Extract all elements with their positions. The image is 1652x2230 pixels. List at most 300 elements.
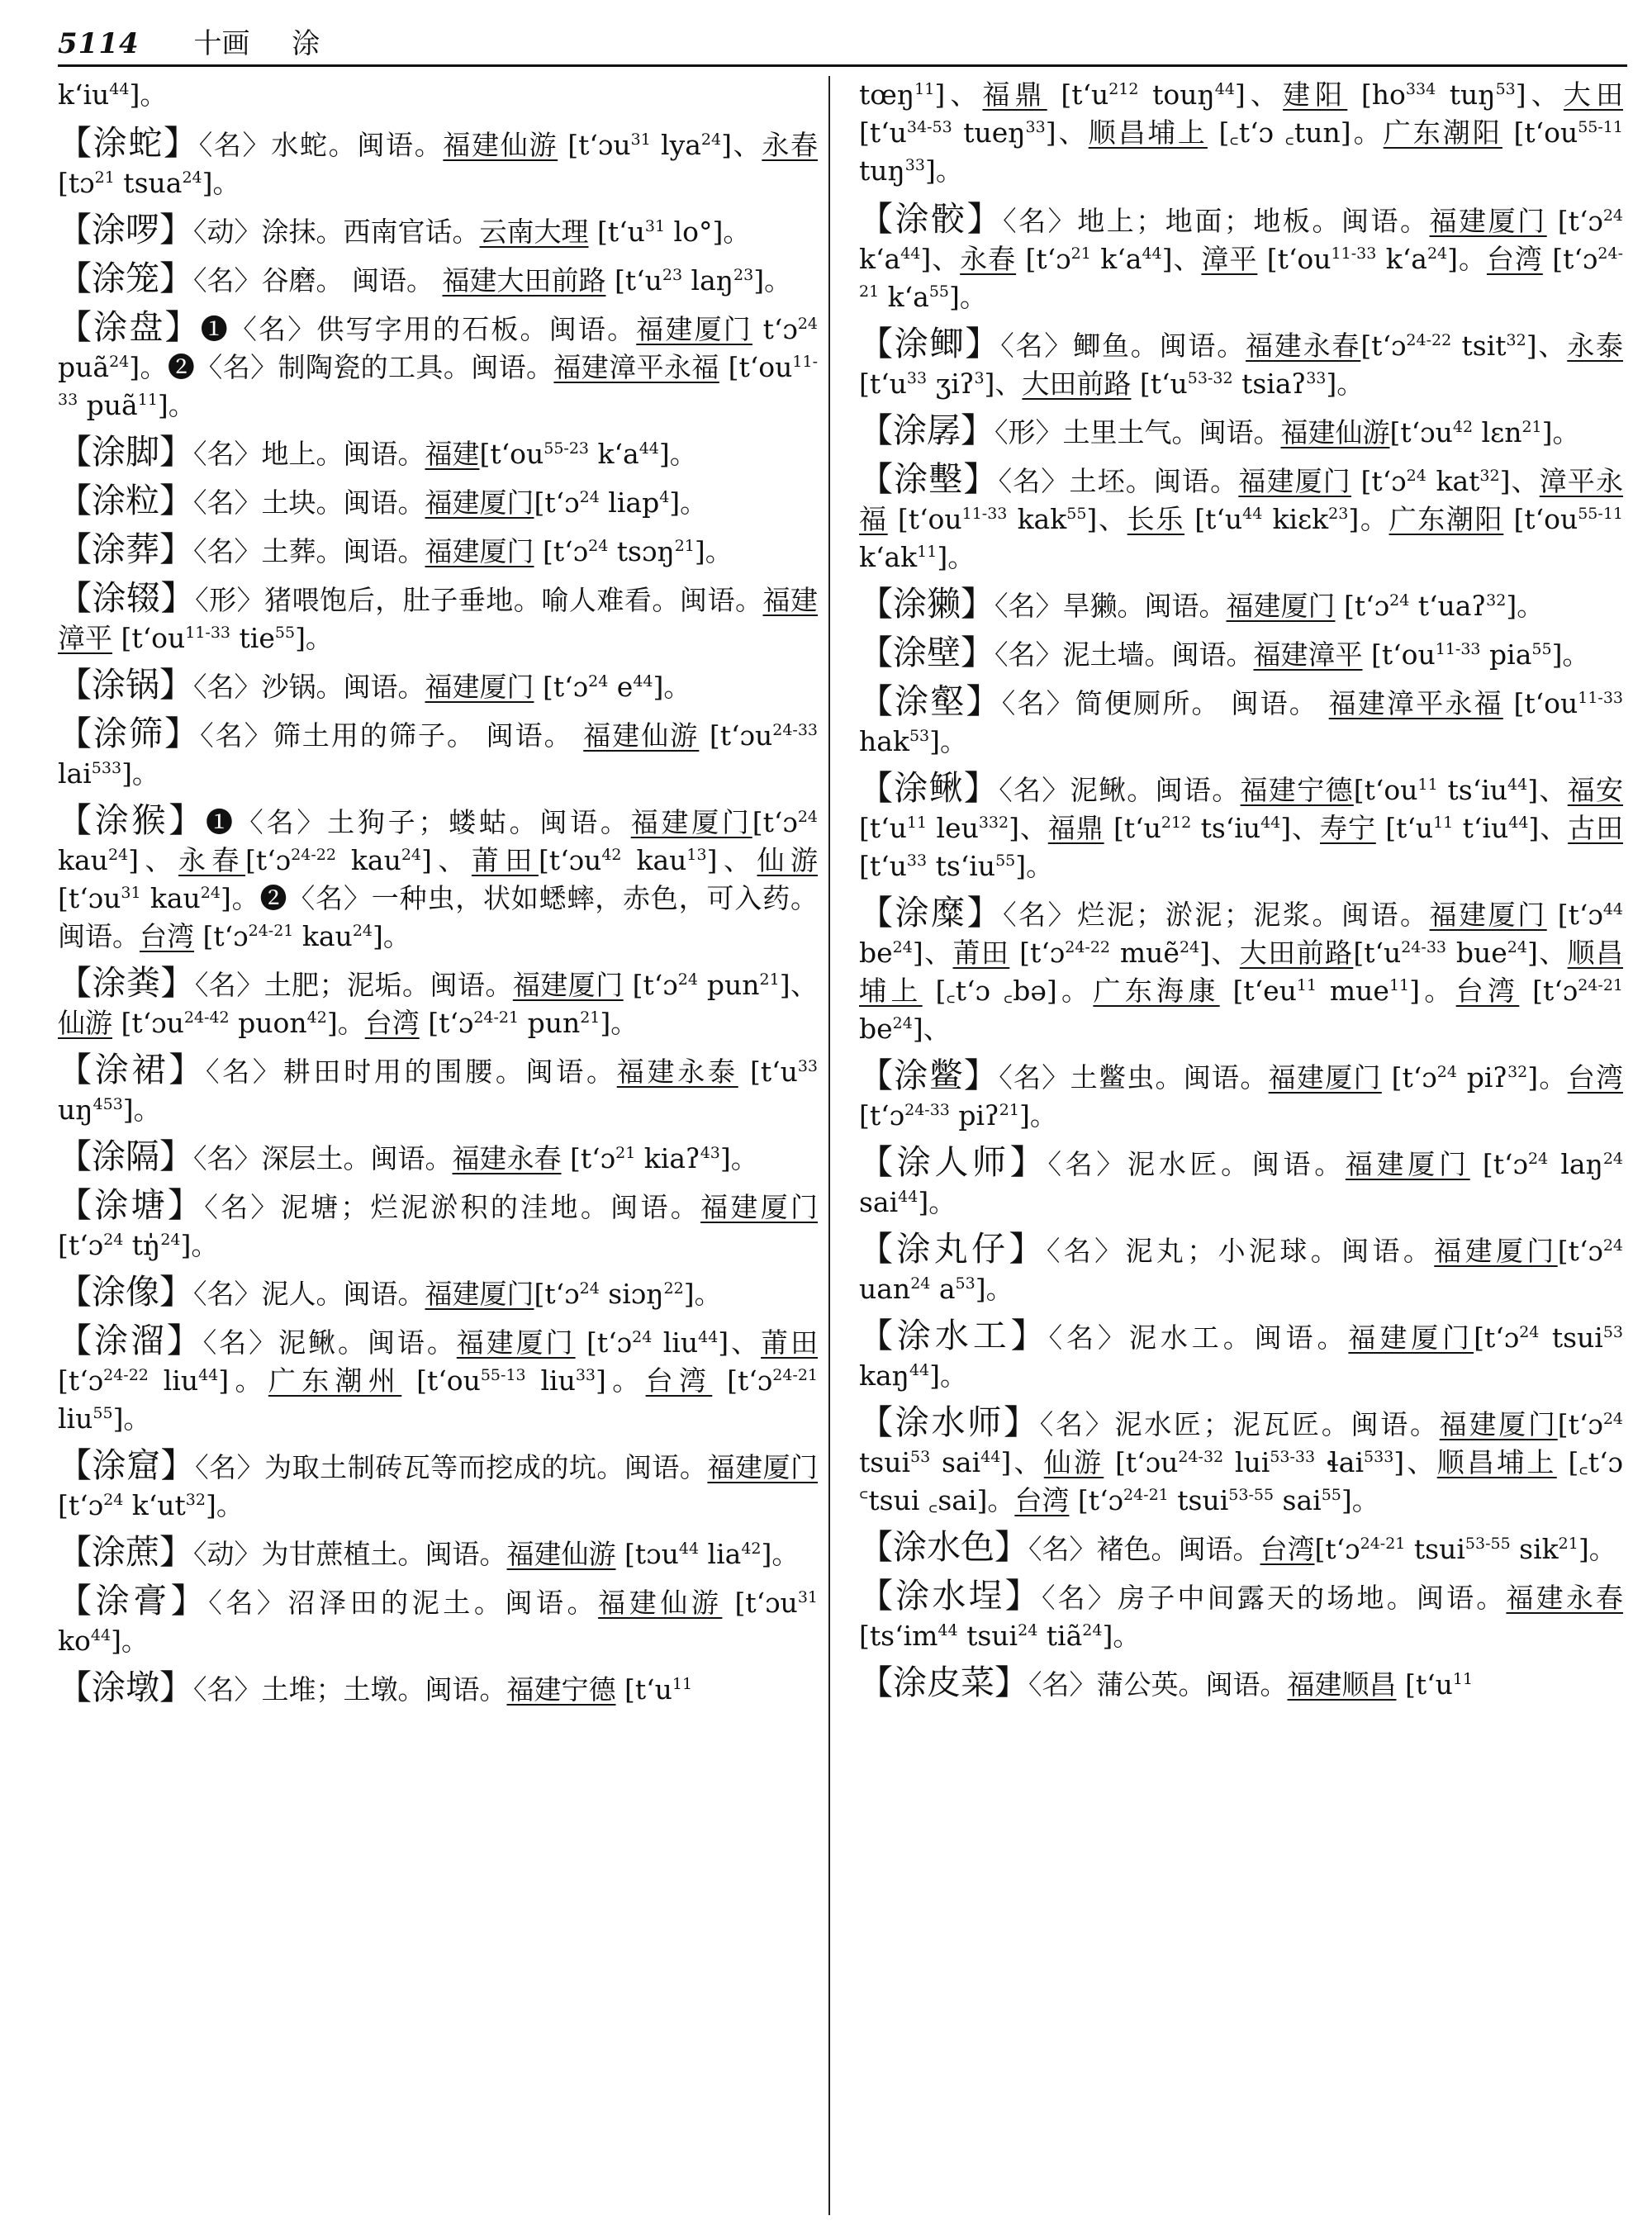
entry-text: puon — [229, 1007, 307, 1039]
tone-number: 11-33 — [1331, 244, 1377, 263]
place-name: 福建厦门 — [512, 969, 624, 1001]
entry-text: [t‘ou — [887, 503, 962, 535]
tone-number: 24 — [797, 315, 818, 333]
entry-text: 〈名〉泥人。闽语。 — [193, 1278, 425, 1310]
entry-text: ]。 — [1018, 1099, 1057, 1132]
entry-text: ]、 — [1009, 812, 1048, 844]
entry-text: ]、 — [934, 78, 983, 111]
headword: 【涂墼】 — [859, 459, 999, 499]
entry-text: tie — [230, 622, 275, 654]
entry-text: 〈名〉土鳖虫。闽语。 — [999, 1061, 1269, 1094]
tone-number: 24 — [103, 1491, 124, 1509]
tone-number: 53 — [910, 1448, 931, 1466]
entry-text: pun — [697, 969, 760, 1001]
entry-text: kau — [58, 844, 108, 876]
entry-text: [t‘ɔ — [1335, 590, 1390, 622]
entry-text: ]、 — [1199, 937, 1240, 969]
entry-text: [t‘ɔ — [859, 1099, 905, 1132]
place-name: 福建厦门 — [1268, 1061, 1382, 1094]
entry-text: ]。 — [600, 1007, 638, 1039]
entry-text: 〈名〉地上。闽语。 — [193, 438, 425, 470]
tone-number: 212 — [1108, 80, 1139, 98]
tone-number: 21 — [674, 537, 695, 555]
headword: 【涂壁】 — [859, 633, 995, 672]
tone-number: 11 — [1433, 814, 1454, 832]
entry-text: ]。 — [122, 1094, 161, 1126]
entry-text: [t‘ɔu — [58, 882, 121, 914]
dictionary-entry — [859, 411, 1623, 452]
dictionary-entry — [859, 1663, 1623, 1704]
place-name: 顺昌埔上 — [1436, 1446, 1557, 1478]
tone-number: 44 — [90, 1626, 112, 1644]
place-name: 莆田 — [471, 844, 539, 876]
tone-number: 13 — [686, 846, 707, 864]
entry-text: k‘ut — [123, 1489, 186, 1521]
tone-number: 55 — [995, 852, 1016, 870]
tone-number: 24 — [352, 922, 373, 940]
entry-text: [t‘ɔu — [1104, 1446, 1179, 1478]
tone-number: 44 — [1602, 900, 1623, 918]
tone-number: 24-21 — [1123, 1486, 1169, 1504]
entry-text: k‘a — [589, 438, 639, 470]
entry-text: ]。 — [1506, 590, 1545, 622]
tone-number: 24 — [200, 884, 221, 902]
entry-text: sai — [930, 1446, 981, 1478]
entry-text: [t‘ɔ — [575, 1326, 633, 1359]
entry-text: uan — [859, 1273, 911, 1305]
entry-text: ]、 — [912, 1013, 951, 1045]
entry-text: [tɔ — [58, 167, 95, 199]
header-rule — [58, 64, 1627, 67]
place-name: 莆田 — [952, 937, 1010, 969]
tone-number: 24-21 — [859, 244, 1623, 301]
entry-text: [t‘ɔ — [534, 535, 589, 567]
tone-number: 42 — [1452, 418, 1474, 436]
entry-text: 〈名〉土坯。闽语。 — [998, 465, 1239, 497]
tone-number: 24 — [632, 1328, 653, 1346]
tone-number: 24-21 — [772, 1366, 818, 1384]
entry-text: 〈名〉蒲公英。闽语。 — [1028, 1668, 1288, 1701]
place-name: 台湾 — [1014, 1484, 1070, 1516]
entry-text: tueŋ — [952, 116, 1026, 149]
entry-text: ]、 — [1526, 937, 1568, 969]
tone-number: 24 — [588, 537, 609, 555]
headword: 【涂裙】 — [58, 1050, 206, 1089]
place-name: 福建厦门 — [636, 313, 752, 345]
entry-text: ]。 — [157, 389, 196, 421]
tone-number: 33 — [575, 1366, 596, 1384]
tone-number: 33 — [904, 156, 925, 174]
tone-number: 44 — [1214, 80, 1235, 98]
place-name: 台湾 — [364, 1007, 420, 1039]
place-name: 福建厦门 — [707, 1451, 818, 1483]
entry-text: [t‘ɔ — [1016, 243, 1071, 275]
tone-number: 24 — [103, 1231, 124, 1249]
entry-text: k‘a — [1090, 243, 1142, 275]
entry-text: ]。 — [1348, 503, 1389, 535]
entry-text: ]。 — [373, 920, 411, 952]
entry-text: 〈名〉土堆；土墩。闽语。 — [193, 1673, 507, 1706]
entry-text: [t‘ɔ — [1519, 975, 1578, 1007]
tone-number: 11 — [906, 814, 928, 832]
entry-text: kaŋ — [859, 1359, 909, 1392]
place-name: 福建仙游 — [1280, 416, 1390, 448]
dictionary-entry — [58, 1582, 818, 1660]
place-name: 台湾 — [645, 1364, 713, 1397]
entry-text: [t‘u — [1375, 812, 1434, 844]
place-name: 长乐 — [1127, 503, 1185, 535]
tone-number: 24-33 — [772, 721, 818, 739]
tone-number: 53-33 — [1270, 1448, 1316, 1466]
entry-text: ]、 — [912, 937, 953, 969]
tone-number: 24-21 — [248, 922, 294, 940]
place-name: 福建永春 — [452, 1142, 562, 1174]
entry-text: lui — [1223, 1446, 1270, 1478]
entry-text: [t‘ɔ — [1314, 1533, 1360, 1565]
tone-number: 11-33 — [58, 353, 818, 409]
place-name: 永春 — [178, 844, 246, 876]
place-name: 广东海康 — [1093, 975, 1220, 1007]
entry-text: ]。 — [1341, 1484, 1379, 1516]
entry-text: tŋ̍ — [123, 1229, 161, 1261]
entry-text: [ts‘im — [859, 1620, 938, 1652]
entry-text: 〈名〉房子中间露天的场地。闽语。 — [1041, 1582, 1507, 1614]
tone-number: 11-33 — [1578, 689, 1623, 707]
tone-number: 24 — [1519, 1323, 1540, 1341]
entry-text: [t‘ɔ — [58, 1489, 104, 1521]
entry-text: ]、 — [1280, 812, 1320, 844]
tone-number: 44 — [1507, 776, 1528, 794]
entry-text: ]。 — [924, 154, 963, 187]
tone-number: 24 — [892, 1014, 913, 1032]
tone-number: 24 — [1436, 1063, 1457, 1081]
headword: 【涂水师】 — [859, 1402, 1040, 1442]
entry-text: k‘iu — [58, 78, 110, 111]
entry-text: ]。 — [1541, 416, 1580, 448]
dictionary-entry — [859, 633, 1623, 674]
entry-text: ]。 — [1447, 243, 1487, 275]
entry-text: puã — [78, 389, 138, 421]
entry-text: ❶〈名〉供写字用的石板。闽语。 — [200, 313, 637, 345]
entry-text: 〈名〉土肥；泥垢。闽语。 — [194, 969, 513, 1001]
page-header — [58, 23, 1627, 66]
entry-text: kat — [1426, 465, 1480, 497]
place-name: 云南大理 — [479, 216, 589, 248]
dictionary-entry — [58, 530, 818, 571]
entry-text: ]。❷〈名〉制陶瓷的工具。闽语。 — [129, 351, 554, 383]
entry-text: tsiaʔ — [1232, 368, 1307, 400]
headword: 【涂糜】 — [859, 893, 1004, 932]
entry-text: ]。 — [719, 1142, 758, 1174]
entry-text: [꜀t‘ɔ ꜂tsui ꜀sai]。 — [859, 1446, 1623, 1516]
dictionary-entry — [58, 1273, 818, 1313]
dictionary-entry — [58, 259, 818, 300]
entry-text: ]、 — [706, 844, 757, 876]
entry-text: [t‘ɔ — [1469, 1148, 1528, 1180]
headword: 【涂啰】 — [58, 210, 193, 249]
entry-text: sai — [859, 1186, 899, 1218]
headword: 【涂獭】 — [859, 584, 995, 624]
tone-number: 31 — [797, 1588, 818, 1606]
tone-number: 24-21 — [473, 1008, 520, 1027]
continued-entry — [58, 76, 818, 114]
headword: 【涂丸仔】 — [859, 1229, 1047, 1269]
tone-number: 55 — [274, 624, 296, 642]
entry-text: kiɛk — [1262, 503, 1329, 535]
entry-text: piʔ — [949, 1099, 999, 1132]
entry-text: [t‘ɔ — [1351, 465, 1407, 497]
entry-text: [t‘ou — [1353, 774, 1418, 806]
place-name: 台湾 — [1455, 975, 1520, 1007]
entry-text: 〈名〉沙锅。闽语。 — [193, 671, 425, 703]
entry-text: e — [608, 671, 634, 703]
entry-text: [t‘ou — [1257, 243, 1332, 275]
entry-text: [t‘ɔ — [1546, 205, 1603, 237]
entry-text: piʔ — [1456, 1061, 1508, 1094]
entry-text: 〈名〉为取土制砖瓦等而挖成的坑。闽语。 — [195, 1451, 708, 1483]
headword: 【涂蛇】 — [58, 123, 199, 163]
dictionary-entry — [859, 1317, 1623, 1395]
tone-number: 44 — [633, 672, 653, 690]
tone-number: 24 — [182, 168, 202, 187]
entry-text: tuŋ — [859, 154, 905, 187]
tone-number: 31 — [644, 217, 666, 235]
entry-text: [t‘ɔ — [1009, 937, 1066, 969]
dictionary-entry — [58, 1051, 818, 1129]
entry-text: 〈名〉土葬。闽语。 — [193, 535, 425, 567]
entry-text: 〈名〉耕田时用的围腰。闽语。 — [205, 1056, 617, 1088]
entry-text: [꜀t‘ɔ ꜀tun]。 — [1207, 116, 1384, 149]
dictionary-entry — [58, 482, 818, 522]
tone-number: 24 — [1602, 1150, 1623, 1168]
entry-text: ]。 — [683, 1278, 722, 1310]
headword: 【涂鲫】 — [859, 324, 1001, 363]
dictionary-entry — [859, 1143, 1623, 1222]
tone-number: 23 — [733, 266, 754, 284]
entry-text: tsɔŋ — [608, 535, 675, 567]
entry-text: [t‘ɔu — [1389, 416, 1453, 448]
entry-text: ]。 — [1578, 1533, 1616, 1565]
entry-text: ]、 — [1393, 1446, 1437, 1478]
right-column — [859, 76, 1623, 2215]
dictionary-entry — [58, 666, 818, 706]
entry-text: [t‘ɔ — [1557, 1235, 1603, 1267]
dictionary-entry — [58, 1668, 818, 1709]
entry-text: 〈名〉土块。闽语。 — [193, 486, 425, 519]
entry-text: ]、 — [1234, 78, 1284, 111]
entry-text: ʒiʔ — [927, 368, 975, 400]
tone-number: 44 — [900, 244, 921, 263]
tone-number: 23 — [1328, 505, 1349, 523]
place-name: 古田 — [1568, 812, 1623, 844]
tone-number: 24-21 — [1360, 1535, 1406, 1553]
place-name: 福建厦门 — [1238, 465, 1351, 497]
dictionary-entry — [859, 1230, 1623, 1308]
entry-text: 〈名〉烂泥；淤泥；泥浆。闽语。 — [1003, 899, 1430, 931]
tone-number: 11 — [137, 391, 158, 409]
entry-text: 〈名〉泥水匠；泥瓦匠。闽语。 — [1039, 1408, 1440, 1440]
entry-text: [t‘ɔ — [534, 1278, 580, 1310]
tone-number: 24-32 — [1178, 1448, 1224, 1466]
entry-text: ]。 — [1409, 975, 1456, 1007]
place-name: 仙游 — [58, 1007, 112, 1039]
entry-text: tsui — [859, 1446, 911, 1478]
entry-text: ]。 — [1015, 850, 1054, 882]
place-name: 福建顺昌 — [1287, 1668, 1397, 1701]
place-name: 福建永泰 — [616, 1056, 738, 1088]
dictionary-entry — [859, 1056, 1623, 1135]
entry-text: [t‘u — [738, 1056, 798, 1088]
entry-text: 〈名〉简便厕所。 闽语。 — [1001, 687, 1329, 719]
headword: 【涂膏】 — [58, 1581, 209, 1620]
tone-number: 332 — [978, 814, 1009, 832]
entry-text: muẽ — [1110, 937, 1180, 969]
place-name: 仙游 — [757, 844, 818, 876]
tone-number: 24 — [107, 846, 129, 864]
tone-number: 44 — [898, 1188, 919, 1206]
place-name: 福建厦门 — [425, 535, 534, 567]
tone-number: 31 — [630, 130, 651, 149]
tone-number: 212 — [1161, 814, 1192, 832]
entry-text: kak — [1007, 503, 1067, 535]
headword: 【涂猴】 — [58, 800, 206, 840]
dictionary-entry — [859, 1528, 1623, 1568]
place-name: 顺昌埔上 — [859, 937, 1623, 1007]
place-name: 永春 — [960, 243, 1017, 275]
entry-text: ts‘iu — [1437, 774, 1508, 806]
tone-number: 44 — [1142, 244, 1162, 263]
entry-text: puã — [58, 351, 110, 383]
tone-number: 44 — [198, 1366, 219, 1384]
headword: 【涂鳖】 — [859, 1056, 999, 1095]
tone-number: 33 — [1025, 118, 1046, 136]
entry-text: [t‘u — [588, 216, 645, 248]
tone-number: 55 — [93, 1404, 113, 1422]
headword: 【涂蔗】 — [58, 1532, 193, 1572]
entry-text: k‘a — [879, 281, 929, 313]
entry-text: [t‘ɔ — [1381, 1061, 1437, 1094]
dictionary-entry — [58, 124, 818, 202]
entry-text: 〈名〉泥塘；烂泥淤积的洼地。闽语。 — [204, 1191, 701, 1223]
entry-text: [꜀t‘ɔ ꜀bə]。 — [922, 975, 1094, 1007]
entry-text: t‘ɔ — [752, 313, 798, 345]
entry-text: [t‘u — [859, 368, 907, 400]
entry-text: [t‘ɔ — [561, 1142, 616, 1174]
tone-number: 21 — [94, 168, 115, 187]
place-name: 福建厦门 — [1345, 1148, 1470, 1180]
entry-text: 〈名〉泥鳅。闽语。 — [202, 1326, 457, 1359]
entry-text: [t‘ɔ — [1474, 1321, 1520, 1354]
dictionary-entry — [859, 1403, 1623, 1520]
dictionary-entry — [859, 200, 1623, 316]
entry-text: [t‘ɔ — [712, 1364, 773, 1397]
entry-text: ]。 — [975, 1273, 1014, 1305]
tone-number: 44 — [698, 1328, 719, 1346]
place-name: 福建 — [425, 438, 480, 470]
entry-text: ]、 — [1528, 812, 1569, 844]
entry-text: 〈名〉谷磨。 闽语。 — [193, 264, 443, 297]
place-name: 漳平永福 — [859, 465, 1623, 535]
entry-text: ]。 — [694, 535, 733, 567]
dictionary-entry — [58, 1446, 818, 1525]
entry-text: [tɔu — [615, 1538, 679, 1570]
entry-text: ]。 — [295, 622, 333, 654]
headword: 【涂锅】 — [58, 665, 193, 705]
tone-number: 44 — [1260, 814, 1281, 832]
tone-number: 24 — [1602, 1236, 1623, 1255]
entry-text: laŋ — [682, 264, 734, 297]
place-name: 漳平 — [1201, 243, 1258, 275]
entry-text: ]。 — [1551, 638, 1590, 671]
place-name: 福建厦门 — [425, 1278, 534, 1310]
tone-number: 23 — [662, 266, 683, 284]
entry-text: k‘a — [859, 243, 901, 275]
tone-number: 53 — [1602, 1323, 1623, 1341]
tone-number: 42 — [601, 846, 622, 864]
tone-number: 32 — [1486, 591, 1507, 610]
tone-number: 11-33 — [961, 505, 1008, 523]
entry-text: [t‘ɔ — [1557, 1408, 1603, 1440]
section-label: 十画 — [193, 27, 250, 60]
entry-text: k‘ak — [859, 541, 918, 573]
tone-number: 11-33 — [1435, 640, 1481, 658]
entry-text: [t‘ɔ — [1360, 330, 1407, 362]
tone-number: 43 — [700, 1144, 720, 1162]
entry-text: ]、 — [1527, 774, 1568, 806]
tone-number: 42 — [741, 1540, 762, 1558]
entry-text: ]。 — [918, 1186, 957, 1218]
entry-text: ]。 — [129, 78, 168, 111]
entry-text: [t‘u — [1131, 368, 1188, 400]
entry-text: tœŋ — [859, 78, 915, 111]
tone-number: 55-11 — [1578, 118, 1623, 136]
tone-number: 11-33 — [185, 624, 231, 642]
tone-number: 24 — [1179, 938, 1200, 956]
tone-number: 31 — [121, 884, 141, 902]
place-name: 福鼎 — [1047, 812, 1104, 844]
tone-number: 24 — [1507, 938, 1527, 956]
tone-number: 21 — [615, 1144, 636, 1162]
headword: 【涂像】 — [58, 1272, 193, 1312]
entry-text: ]。 — [326, 1007, 365, 1039]
place-name: 福建大田前路 — [442, 264, 606, 297]
tone-number: 24-22 — [1065, 938, 1111, 956]
entry-text: 〈名〉旱獭。闽语。 — [995, 590, 1227, 622]
entry-text: 〈名〉泥鳅。闽语。 — [999, 774, 1241, 806]
headword: 【涂人师】 — [859, 1142, 1048, 1182]
entry-text: liu — [148, 1364, 199, 1397]
entry-text: 〈名〉鲫鱼。闽语。 — [1000, 330, 1246, 362]
headword: 【涂孱】 — [859, 410, 995, 450]
entry-text: [t‘ou — [1503, 503, 1578, 535]
place-name: 福建厦门 — [1439, 1408, 1558, 1440]
entry-text: [t‘u — [605, 264, 662, 297]
entry-text: [t‘u — [1396, 1668, 1453, 1701]
place-name: 广东潮阳 — [1383, 116, 1502, 149]
place-name: 福建漳平 — [1253, 638, 1363, 671]
tone-number: 24 — [1018, 1621, 1038, 1639]
tone-number: 533 — [91, 759, 122, 777]
place-name: 福建仙游 — [443, 129, 558, 161]
dictionary-entry — [859, 682, 1623, 761]
place-name: 福建仙游 — [583, 719, 700, 752]
entry-text: ]、 — [421, 844, 472, 876]
place-name: 永春 — [762, 129, 818, 161]
tone-number: 24-22 — [103, 1366, 149, 1384]
entry-text: ]。 — [596, 1364, 646, 1397]
entry-text: ɬai — [1315, 1446, 1365, 1478]
headword: 【涂塘】 — [58, 1185, 205, 1225]
